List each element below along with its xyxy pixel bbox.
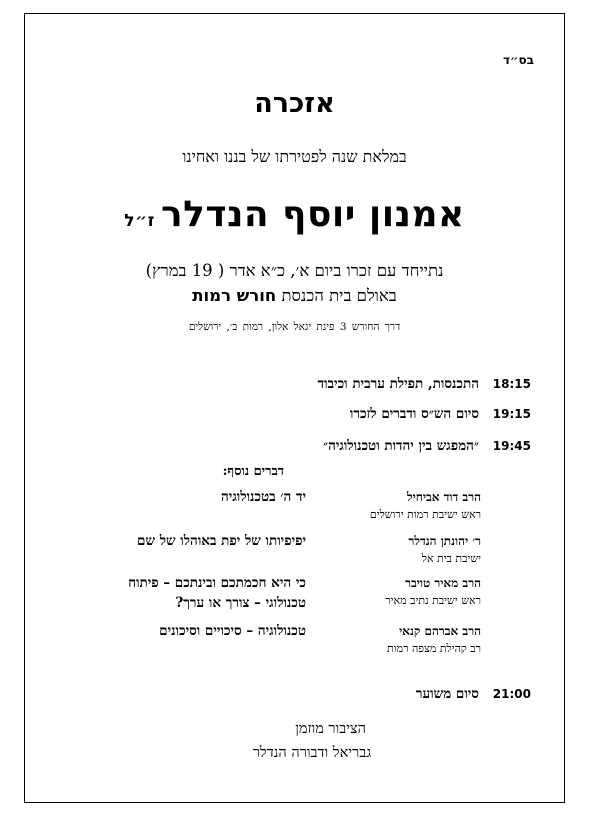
schedule-event: התכנסות, תפילת ערבית וכיבוד bbox=[317, 376, 479, 392]
speaker-role: ישיבת בית אל bbox=[421, 552, 481, 565]
talk-title: יד ה׳ בטכנולוגיה bbox=[221, 489, 306, 505]
talk-title: יפיפיותו של יפת באוהלו של שם bbox=[137, 533, 306, 549]
address-line: דרך החורש 3 פינת יגאל אלון, רמות ב׳, ירושלים bbox=[188, 321, 401, 333]
words-label: דברים נוסף: bbox=[222, 464, 284, 479]
closing-signature: גבריאל ודבורה הנדלר bbox=[252, 745, 371, 761]
speaker-role: רב קהילת מצפה רמות bbox=[387, 642, 481, 655]
name-text: אמנון יוסף הנדלר bbox=[160, 194, 465, 235]
venue-name: חורש רמות bbox=[192, 286, 277, 305]
schedule-time: 19:45 bbox=[492, 439, 531, 453]
talk-title: כי היא חכמתכם ובינתכם – פיתוח bbox=[128, 575, 306, 591]
venue-prefix: באולם בית הכנסת bbox=[281, 286, 397, 305]
name-suffix: ז״ל bbox=[124, 211, 155, 231]
end-event: סיום משוער bbox=[415, 686, 479, 702]
bsd-header: בס״ד bbox=[502, 53, 534, 67]
talk-title: טכנולוגיה – סיכויים וסיכונים bbox=[159, 623, 306, 639]
speaker-role: ראש ישיבת רמות ירושלים bbox=[369, 508, 481, 521]
schedule-event: סיום הש״ס ודברים לזכרו bbox=[349, 406, 479, 422]
invitation-page bbox=[24, 13, 565, 803]
page-title: אזכרה bbox=[254, 88, 335, 119]
talk-title-continued: טכנולוגי – צורך או ערך? bbox=[175, 595, 306, 611]
speaker-name: הרב אברהם קנאי bbox=[399, 624, 481, 638]
speaker-name: ר׳ יהונתן הנדלר bbox=[408, 534, 481, 548]
speaker-name: הרב מאיר טויבר bbox=[405, 576, 481, 590]
speaker-role: ראש ישיבת נתיב מאיר bbox=[385, 594, 481, 607]
subtitle: במלאת שנה לפטירתו של בננו ואחינו bbox=[182, 147, 407, 166]
schedule-time: 18:15 bbox=[492, 377, 531, 391]
schedule-time: 19:15 bbox=[492, 407, 531, 421]
end-time: 21:00 bbox=[492, 687, 531, 701]
schedule-event: ״המפגש בין יהדות וטכנולוגיה״ bbox=[322, 438, 479, 454]
closing-invite: הציבור מוזמן bbox=[295, 721, 366, 737]
date-line: נתייחד עם זכרו ביום א׳, כ״א אדר ( 19 במרץ) bbox=[145, 261, 444, 280]
memorial-name bbox=[25, 194, 564, 235]
venue-line bbox=[25, 286, 564, 306]
speaker-name: הרב דוד אביחיל bbox=[406, 490, 481, 504]
